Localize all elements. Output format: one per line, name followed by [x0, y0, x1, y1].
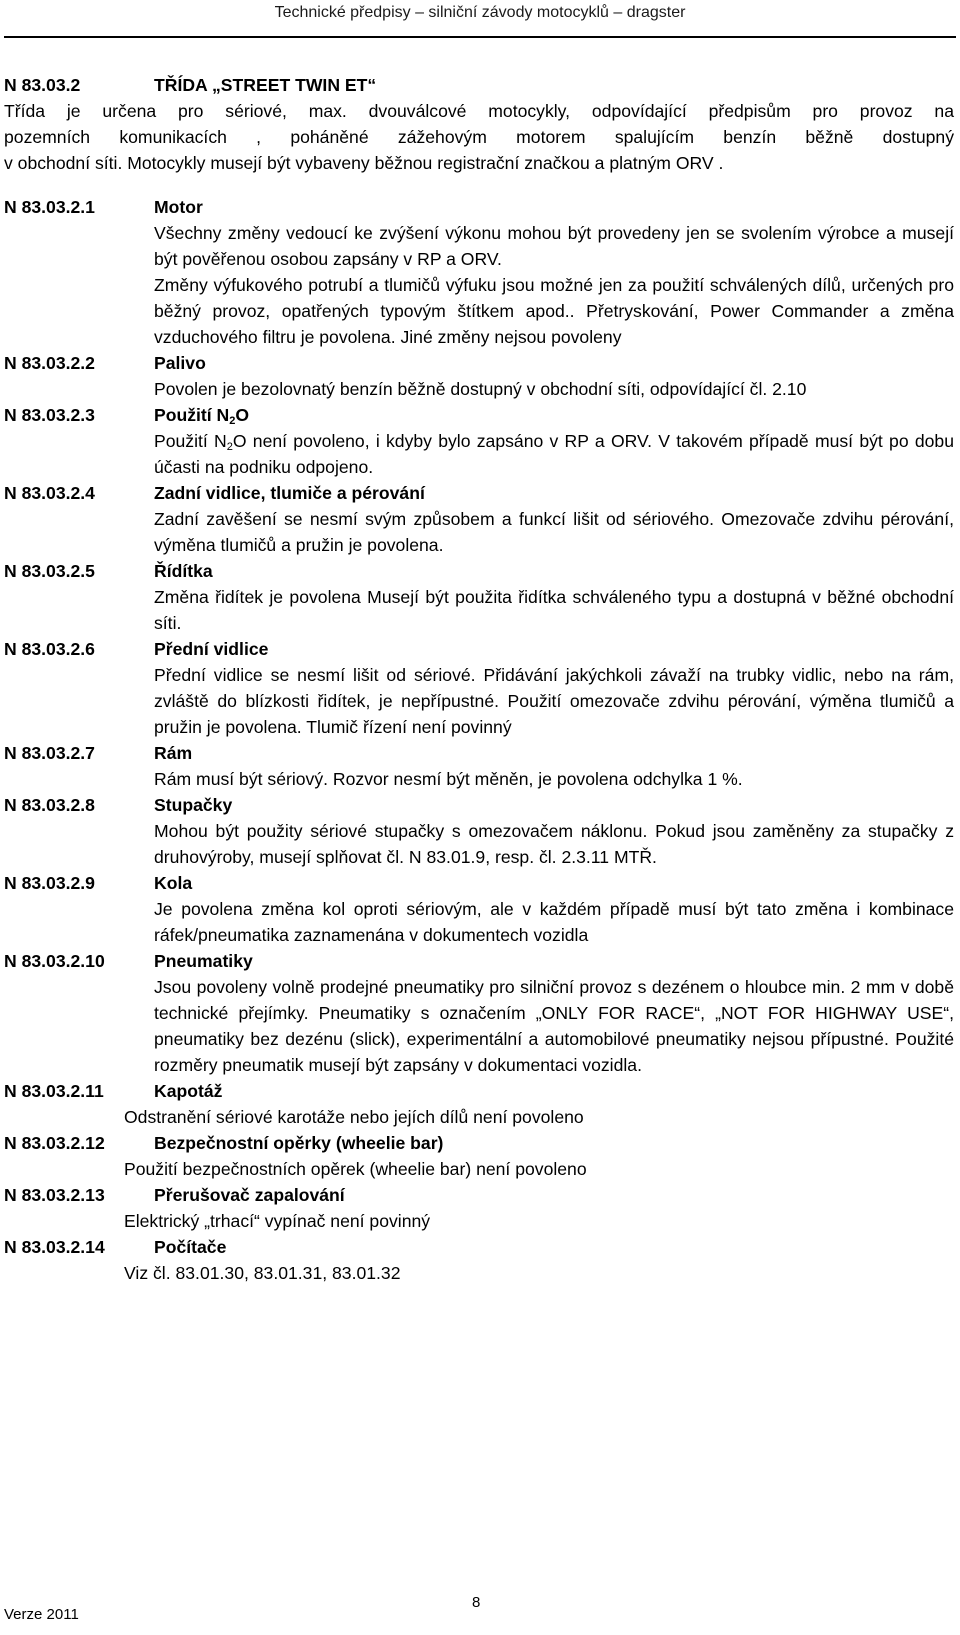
section-title: Pneumatiky	[154, 951, 253, 971]
section-number: N 83.03.2.5	[4, 561, 95, 581]
section-heading	[4, 740, 954, 766]
class-intro	[4, 98, 954, 176]
section-predni-vidlice	[4, 636, 954, 740]
section-title: Stupačky	[154, 795, 233, 815]
section-kapotaz	[4, 1078, 954, 1130]
section-paragraph: Povolen je bezolovnatý benzín běžně dostupný v obchodní síti, odpovídající čl. 2.10	[154, 379, 807, 399]
section-number: N 83.03.2.10	[4, 951, 105, 971]
section-ram	[4, 740, 954, 792]
section-body	[154, 766, 954, 792]
page-number: 8	[472, 1594, 481, 1611]
section-paragraph: Zadní zavěšení se nesmí svým způsobem a funkcí lišit od sériového. Omezovače zdvihu pérování, výměna tlumičů a pružin je povolena.	[154, 509, 954, 555]
section-body	[124, 1156, 954, 1182]
section-palivo	[4, 350, 954, 402]
section-body	[124, 1104, 954, 1130]
section-body	[154, 428, 954, 480]
header-rule	[4, 36, 956, 38]
section-heading	[4, 1234, 954, 1260]
section-heading	[4, 350, 954, 376]
section-wheelie-bar	[4, 1130, 954, 1182]
section-prerusovac	[4, 1182, 954, 1234]
document-body	[4, 72, 954, 1286]
section-stupacky	[4, 792, 954, 870]
section-number: N 83.03.2.1	[4, 197, 95, 217]
section-heading	[4, 558, 954, 584]
section-n2o	[4, 402, 954, 480]
section-title: Zadní vidlice, tlumiče a pérování	[154, 483, 425, 503]
section-body	[154, 506, 954, 558]
section-body	[154, 818, 954, 870]
section-paragraph: Všechny změny vedoucí ke zvýšení výkonu mohou být provedeny jen se svolením výrobce a musejí být pověřenou osobou zapsány v RP a ORV.	[154, 223, 954, 269]
class-title: TŘÍDA „STREET TWIN ET“	[154, 75, 377, 95]
section-paragraph: Rám musí být sériový. Rozvor nesmí být měněn, je povolena odchylka 1 %.	[154, 769, 743, 789]
intro-line: Třída je určena pro sériové, max. dvouválcové motocykly, odpovídající předpisům pro provoz na	[4, 101, 954, 121]
section-number: N 83.03.2.7	[4, 743, 95, 763]
section-number: N 83.03.2.13	[4, 1185, 105, 1205]
class-heading	[4, 72, 954, 98]
section-number: N 83.03.2.4	[4, 483, 95, 503]
section-heading	[4, 480, 954, 506]
section-pocitace	[4, 1234, 954, 1286]
section-body	[124, 1208, 954, 1234]
class-number: N 83.03.2	[4, 75, 81, 95]
running-header: Technické předpisy – silniční závody motocyklů – dragster	[274, 4, 686, 21]
section-title: Přerušovač zapalování	[154, 1185, 345, 1205]
section-body	[154, 896, 954, 948]
section-paragraph: Přední vidlice se nesmí lišit od sériové. Přidávání jakýchkoli závaží na trubky vidlic, nebo na rám, zvláště do blízkosti řidítek, je nepřípustné. Použití omezovače zdvihu pérování, výměna tlumičů a pružin je povolena. Tlumič řízení není povinný	[154, 665, 954, 737]
section-number: N 83.03.2.2	[4, 353, 95, 373]
section-heading	[4, 948, 954, 974]
section-kola	[4, 870, 954, 948]
section-number: N 83.03.2.6	[4, 639, 95, 659]
section-heading	[4, 792, 954, 818]
section-zadni-vidlice	[4, 480, 954, 558]
section-heading	[4, 1130, 954, 1156]
intro-line: v obchodní síti. Motocykly musejí být vybaveny běžnou registrační značkou a platným ORV .	[4, 153, 724, 173]
section-body	[124, 1260, 954, 1286]
section-title: Kola	[154, 873, 193, 893]
section-title: Počítače	[154, 1237, 227, 1257]
section-number: N 83.03.2.12	[4, 1133, 105, 1153]
section-heading	[4, 636, 954, 662]
section-number: N 83.03.2.9	[4, 873, 95, 893]
section-title: Přední vidlice	[154, 639, 269, 659]
section-motor	[4, 194, 954, 350]
section-body	[154, 376, 954, 402]
section-paragraph: Mohou být použity sériové stupačky s omezovačem náklonu. Pokud jsou zaměněny za stupačky z druhovýroby, musejí splňovat čl. N 83.01.9, resp. čl. 2.3.11 MTŘ.	[154, 821, 954, 867]
spacer	[4, 176, 954, 194]
section-paragraph: Změna řidítek je povolena Musejí být použita řidítka schváleného typu a dostupná v běžné obchodní síti.	[154, 587, 954, 633]
section-number: N 83.03.2.8	[4, 795, 95, 815]
section-title: Bezpečnostní opěrky (wheelie bar)	[154, 1133, 444, 1153]
section-paragraph: Použití bezpečnostních opěrek (wheelie bar) není povoleno	[124, 1159, 587, 1179]
section-heading	[4, 402, 954, 428]
section-body	[154, 220, 954, 350]
section-title: Motor	[154, 197, 203, 217]
section-number: N 83.03.2.3	[4, 405, 95, 425]
section-body	[154, 662, 954, 740]
section-title: Rám	[154, 743, 193, 763]
section-heading	[4, 194, 954, 220]
section-heading	[4, 870, 954, 896]
intro-line: pozemních komunikacích , poháněné zážehovým motorem spalujícím benzín běžně dostupný	[4, 127, 954, 147]
document-version: Verze 2011	[4, 1606, 79, 1623]
section-number: N 83.03.2.11	[4, 1081, 104, 1101]
section-body	[154, 584, 954, 636]
section-paragraph: Jsou povoleny volně prodejné pneumatiky pro silniční provoz s dezénem o hloubce min. 2 mm v době technické přejímky. Pneumatiky s označením „ONLY FOR RACE“, „NOT FOR HIGHWAY USE“, pneumatiky bez dezénu (slick), experimentální a automobilové pneumatiky nejsou přípustné. Použité rozměry pneumatik musejí být zapsány v dokumentaci vozidla.	[154, 977, 954, 1075]
section-heading	[4, 1078, 954, 1104]
section-riditka	[4, 558, 954, 636]
section-heading	[4, 1182, 954, 1208]
section-paragraph: Viz čl. 83.01.30, 83.01.31, 83.01.32	[124, 1263, 401, 1283]
section-title: Kapotáž	[154, 1081, 223, 1101]
section-title: Palivo	[154, 353, 206, 373]
section-number: N 83.03.2.14	[4, 1237, 105, 1257]
section-paragraph: Změny výfukového potrubí a tlumičů výfuku jsou možné jen za použití schválených dílů, určených pro běžný provoz, opatřených typovým štítkem apod.. Přetryskování, Power Commander a změna vzduchového filtru je povolena. Jiné změny nejsou povoleny	[154, 275, 954, 347]
section-body	[154, 974, 954, 1078]
section-pneumatiky	[4, 948, 954, 1078]
section-paragraph: Je povolena změna kol oproti sériovým, ale v každém případě musí být tato změna i kombinace ráfek/pneumatika zaznamenána v dokumentech vozidla	[154, 899, 954, 945]
section-paragraph: Elektrický „trhací“ vypínač není povinný	[124, 1211, 431, 1231]
section-title: Použití $N_2O$	[154, 405, 250, 427]
section-paragraph: Použití $N_2O$ není povoleno, i kdyby bylo zapsáno v RP a ORV. V takovém případě musí být po dobu účasti na podniku odpojeno.	[154, 431, 954, 477]
section-title: Řídítka	[154, 561, 213, 581]
section-paragraph: Odstranění sériové karotáže nebo jejích dílů není povoleno	[124, 1107, 584, 1127]
